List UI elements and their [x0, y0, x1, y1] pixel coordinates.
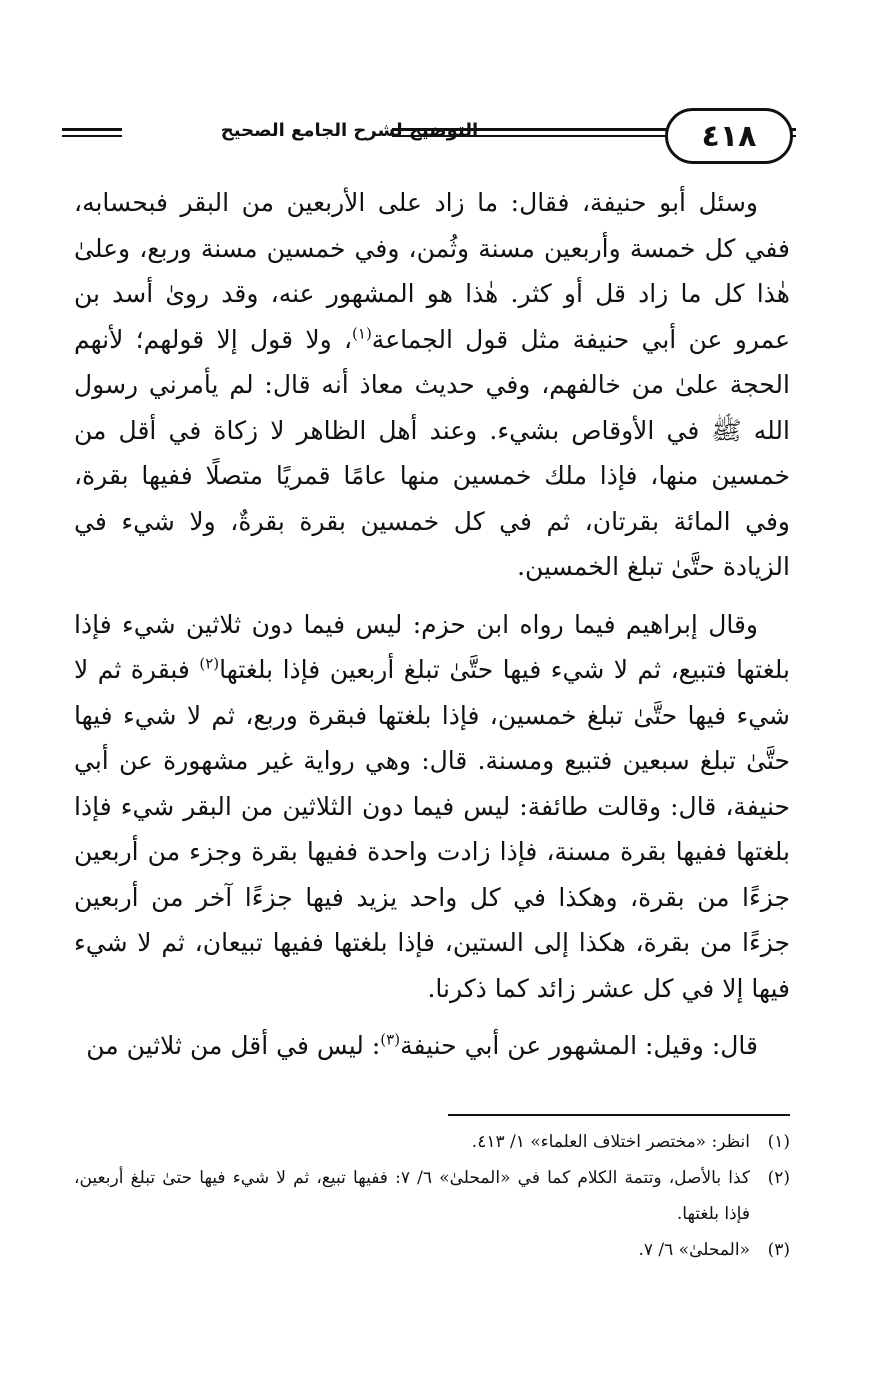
- paragraph-text: فبقرة ثم لا شيء فيها حتَّىٰ تبلغ خمسين، فإذا بلغتها فبقرة وربع، ثم لا شيء فيها حتَّىٰ تبلغ سبعين فتبيع ومسنة. قال: وهي رواية غير مشهورة عن أبي حنيفة، قال: وقالت طائفة: ليس فيما دون الثلاثين من البقر شيء فإذا بلغتها ففيها بقرة مسنة، فإذا زادت واحدة ففيها بقرة وجزء من أربعين جزءًا من بقرة، وهكذا في كل واحد يزيد فيها جزءًا آخر من أربعين جزءًا من بقرة، هكذا إلى الستين، فإذا بلغتها ففيها تبيعان، ثم لا شيء فيها إلا في كل عشر زائد كما ذكرنا.: [74, 655, 790, 1003]
- footnotes: [74, 1124, 790, 1268]
- book-title: التوضيح لشرح الجامع الصحيح: [220, 120, 479, 141]
- footnote-text: «المحلىٰ» ٦/ ٧.: [638, 1240, 750, 1260]
- paragraph-text: وسئل أبو حنيفة، فقال: ما زاد على الأربعين من البقر فبحسابه، ففي كل خمسة وأربعين مسنة وثُمن، وفي خمسين مسنة وربع، وعلىٰ هٰذا كل ما زاد قل أو كثر. هٰذا هو المشهور عنه، وقد روىٰ أسد بن عمرو عن أبي حنيفة مثل قول الجماعة: [74, 188, 790, 354]
- footnote-text: كذا بالأصل، وتتمة الكلام كما في «المحلىٰ» ٦/ ٧: ففيها تبيع، ثم لا شيء فيها حتىٰ تبلغ أربعين، فإذا بلغتها.: [74, 1168, 750, 1224]
- footnote-number: (٢): [767, 1168, 790, 1188]
- paragraph-text: ، ولا قول إلا قولهم؛ لأنهم الحجة علىٰ من خالفهم، وفي حديث معاذ أنه قال: لم يأمرني رسول الله ﷺ في الأوقاص بشيء. وعند أهل الظاهر لا زكاة في أقل من خمسين منها، فإذا ملك خمسين منها عامًا قمريًا متصلًا ففيها بقرة، وفي المائة بقرتان، ثم في كل خمسين بقرة بقرةٌ، ولا شيء في الزيادة حتَّىٰ تبلغ الخمسين.: [74, 324, 790, 581]
- running-header: [62, 98, 796, 178]
- footnote-ref[interactable]: (٣): [380, 1030, 401, 1049]
- paragraph: [74, 180, 790, 590]
- paragraph: [74, 1023, 790, 1069]
- header-rule-left-bottom: [62, 135, 122, 137]
- paragraph: [74, 602, 790, 1012]
- paragraph-text: وقال إبراهيم فيما رواه ابن حزم: ليس فيما دون ثلاثين شيء فإذا بلغتها فتبيع، ثم لا شيء فيها حتَّىٰ تبلغ أربعين فإذا بلغتها: [74, 609, 791, 684]
- footnote-separator: [448, 1114, 790, 1116]
- main-text: [74, 180, 790, 1069]
- footnote-ref[interactable]: (١): [352, 324, 372, 343]
- footnote-number: (١): [767, 1132, 790, 1152]
- paragraph-text: قال: وقيل: المشهور عن أبي حنيفة: [400, 1031, 758, 1060]
- footnote: [74, 1160, 790, 1232]
- footnote: [74, 1124, 790, 1160]
- page-number: ٤١٨: [665, 108, 793, 164]
- footnote-ref[interactable]: (٢): [199, 654, 220, 673]
- footnote-number: (٣): [767, 1240, 790, 1260]
- footnote: [74, 1232, 790, 1268]
- footnote-text: انظر: «مختصر اختلاف العلماء» ١/ ٤١٣.: [471, 1132, 750, 1152]
- paragraph-text: : ليس في أقل من ثلاثين من: [86, 1031, 381, 1060]
- header-rule-left-top: [62, 128, 122, 131]
